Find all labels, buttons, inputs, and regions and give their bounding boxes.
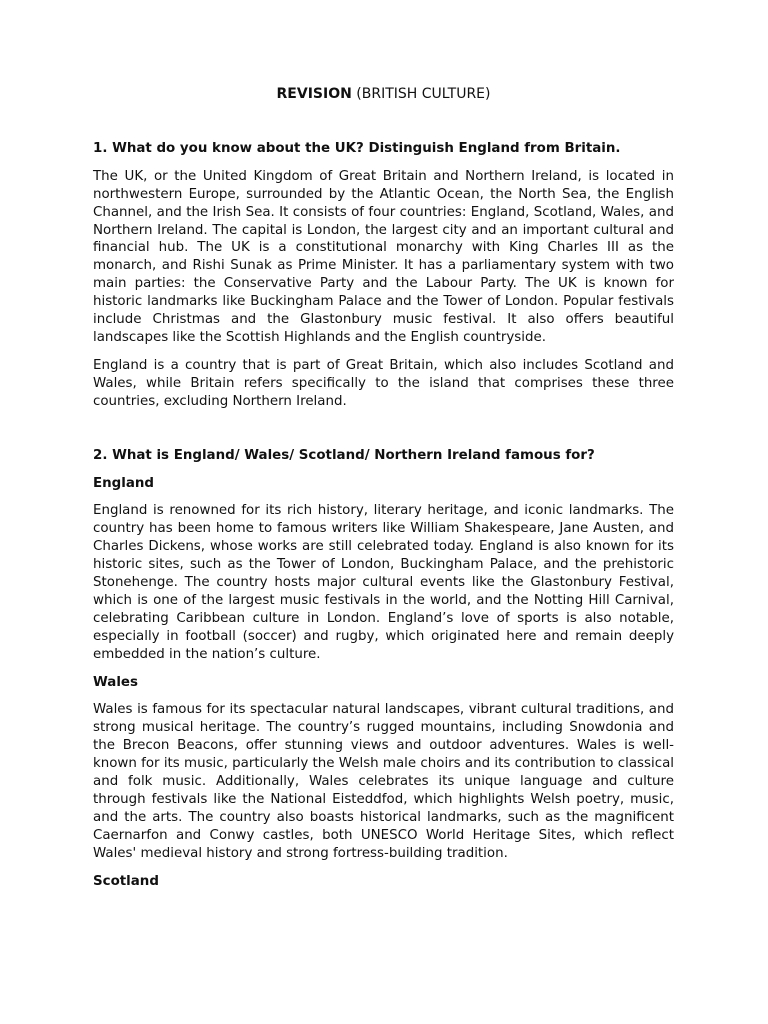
section-spacer: [93, 421, 674, 447]
question-2: 2. What is England/ Wales/ Scotland/ Northern Ireland famous for?: [93, 447, 595, 463]
wales-heading: Wales: [93, 674, 138, 690]
q1-paragraph-2: England is a country that is part of Great Britain, which also includes Scotland and Wales, while Britain refers specifically to the island that comprises these three countries, excluding Northern Ireland.: [93, 357, 674, 409]
document-page: [93, 86, 674, 901]
scotland-heading: Scotland: [93, 873, 159, 889]
england-paragraph: England is renowned for its rich history, literary heritage, and iconic landmarks. The country has been home to famous writers like William Shakespeare, Jane Austen, and Charles Dickens, whose works are still celebrated today. England is also known for its historic sites, such as the Tower of London, Buckingham Palace, and the prehistoric Stonehenge. The country hosts major cultural events like the Glastonbury Festival, which is one of the largest music festivals in the world, and the Notting Hill Carnival, celebrating Caribbean culture in London. England’s love of sports is also notable, especially in football (soccer) and rugby, which originated here and remain deeply embedded in the nation’s culture.: [93, 503, 674, 662]
q1-paragraph-1: The UK, or the United Kingdom of Great Britain and Northern Ireland, is located in northwestern Europe, surrounded by the Atlantic Ocean, the North Sea, the English Channel, and the Irish Sea. It consists of four countries: England, Scotland, Wales, and Northern Ireland. The capital is London, the largest city and an important cultural and financial hub. The UK is a constitutional monarchy with King Charles III as the monarch, and Rishi Sunak as Prime Minister. It has a parliamentary system with two main parties: the Conservative Party and the Labour Party. The UK is known for historic landmarks like Buckingham Palace and the Tower of London. Popular festivals include Christmas and the Glastonbury music festival. It also offers beautiful landscapes like the Scottish Highlands and the English countryside.: [93, 168, 674, 345]
wales-paragraph: Wales is famous for its spectacular natural landscapes, vibrant cultural traditions, and strong musical heritage. The country’s rugged mountains, including Snowdonia and the Brecon Beacons, offer stunning views and outdoor adventures. Wales is well-known for its music, particularly the Welsh male choirs and its contribution to classical and folk music. Additionally, Wales celebrates its unique language and culture through festivals like the National Eisteddfod, which highlights Welsh poetry, music, and the arts. The country also boasts historical landmarks, such as the magnificent Caernarfon and Conwy castles, both UNESCO World Heritage Sites, which reflect Wales' medieval history and strong fortress-building tradition.: [93, 702, 674, 861]
question-1: 1. What do you know about the UK? Distinguish England from Britain.: [93, 140, 621, 156]
title-rest: (BRITISH CULTURE): [351, 86, 491, 102]
title-bold: REVISION: [276, 86, 352, 102]
england-heading: England: [93, 475, 155, 491]
document-title: [93, 86, 674, 104]
